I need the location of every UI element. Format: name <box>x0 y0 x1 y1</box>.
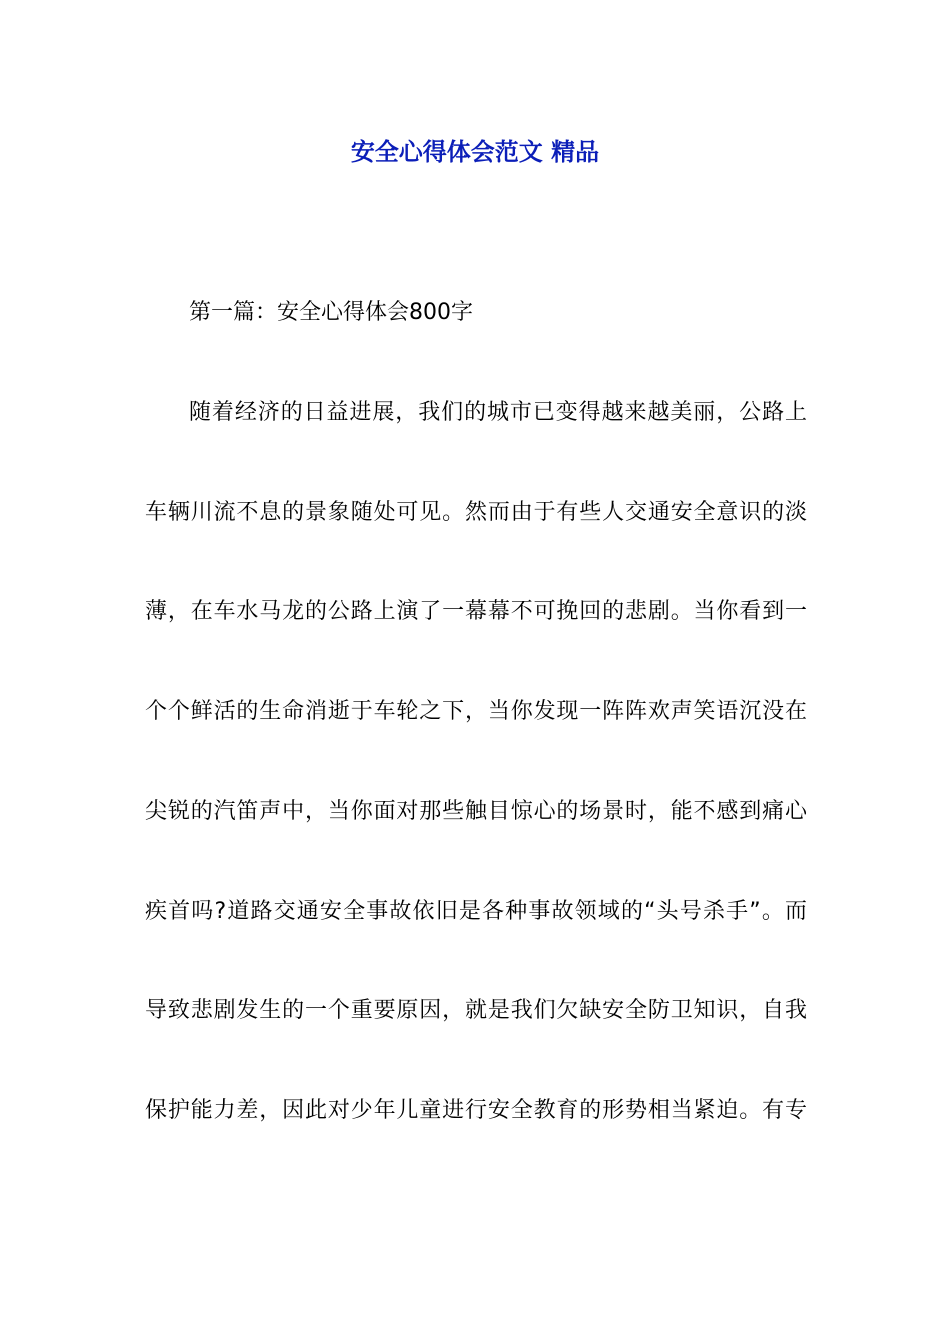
paragraph-line: 保护能力差，因此对少年儿童进行安全教育的形势相当紧迫。有专 <box>145 1098 807 1123</box>
paragraph-line: 车辆川流不息的景象随处可见。然而由于有些人交通安全意识的淡 <box>145 500 807 525</box>
paragraph-line: 随着经济的日益进展，我们的城市已变得越来越美丽，公路上 <box>189 400 807 425</box>
paragraph-line: 导致悲剧发生的一个重要原因，就是我们欠缺安全防卫知识，自我 <box>145 998 807 1023</box>
document-title: 安全心得体会范文 精品 <box>350 138 600 166</box>
paragraph-line: 个个鲜活的生命消逝于车轮之下，当你发现一阵阵欢声笑语沉没在 <box>145 699 807 724</box>
paragraph-line: 薄，在车水马龙的公路上演了一幕幕不可挽回的悲剧。当你看到一 <box>145 599 807 624</box>
paragraph-line: 疾首吗?道路交通安全事故依旧是各种事故领域的“头号杀手”。而 <box>145 899 807 924</box>
section-heading: 第一篇：安全心得体会800字 <box>189 300 473 325</box>
paragraph-line: 尖锐的汽笛声中，当你面对那些触目惊心的场景时，能不感到痛心 <box>145 799 807 824</box>
